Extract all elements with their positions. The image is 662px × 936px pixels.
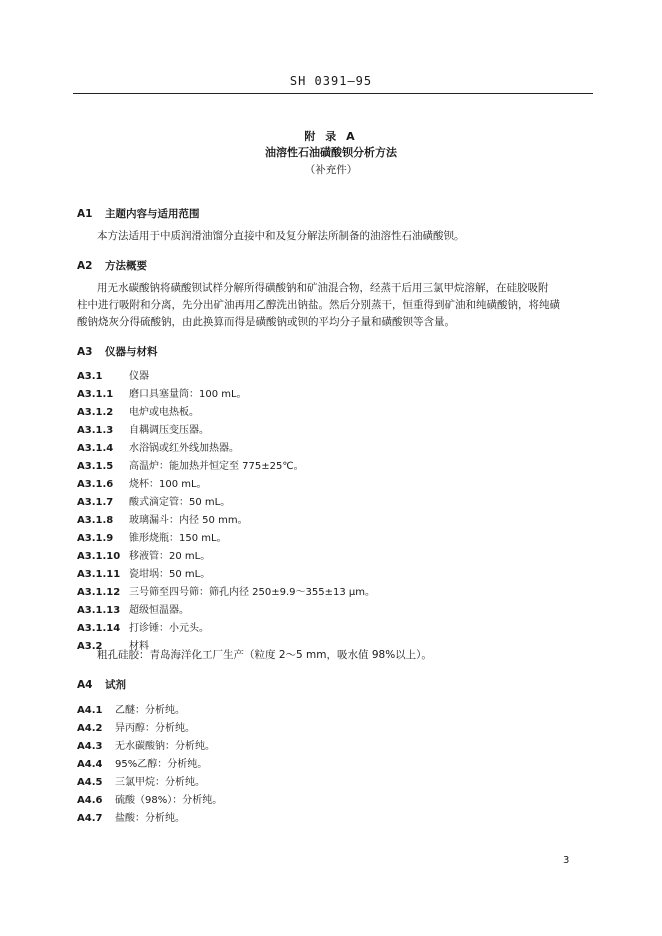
list-item: A3.1.10 移液管：20 mL。 [77, 551, 211, 562]
list-item: A3.1.1 磨口具塞量筒：100 mL。 [77, 389, 247, 400]
section-a1-title: 主题内容与适用范围 [105, 208, 200, 220]
list-item: A4.2 异丙醇：分析纯。 [77, 723, 195, 734]
list-item: A3.1 仪器 [77, 371, 149, 382]
list-item: A3.1.14 打诊锤：小元头。 [77, 623, 209, 634]
annex-note: （补充件） [304, 164, 358, 176]
section-a3-number: A3 [77, 346, 93, 358]
list-item: A3.1.6 烧杯：100 mL。 [77, 479, 207, 490]
section-a1-heading [77, 206, 200, 221]
section-a4-heading [77, 677, 126, 692]
section-a2-line: 酸钠烧灰分得硫酸钠，由此换算而得是磺酸钠或钡的平均分子量和磺酸钡等含量。 [77, 316, 455, 328]
annex-title: 附 录 A [304, 130, 358, 143]
material-description: 粗孔硅胶：青岛海洋化工厂生产（粒度 2～5 mm，吸水值 98%以上）。 [97, 649, 432, 661]
annex-name: 油溶性石油磺酸钡分析方法 [265, 146, 397, 159]
list-item: A4.6 硫酸（98%）：分析纯。 [77, 795, 223, 806]
section-a4-title: 试剂 [105, 679, 126, 691]
header-rule [73, 93, 593, 94]
list-item: A3.1.9 锥形烧瓶：150 mL。 [77, 533, 227, 544]
list-item: A4.5 三氯甲烷：分析纯。 [77, 777, 205, 788]
list-item: A3.1.8 玻璃漏斗：内径 50 mm。 [77, 515, 248, 526]
section-a3-heading [77, 344, 158, 359]
list-item: A3.1.2 电炉或电热板。 [77, 407, 199, 418]
list-item: A3.1.5 高温炉：能加热并恒定至 775±25℃。 [77, 461, 304, 472]
list-item: A3.1.13 超级恒温器。 [77, 605, 189, 616]
section-a1-number: A1 [77, 208, 93, 220]
list-item: A4.7 盐酸：分析纯。 [77, 813, 185, 824]
list-item: A3.2 材料 [77, 641, 149, 652]
section-a1-body: 本方法适用于中质润滑油馏分直接中和及复分解法所制备的油溶性石油磺酸钡。 [97, 230, 465, 242]
page-number: 3 [563, 855, 570, 866]
section-a2-line: 用无水碳酸钠将磺酸钡试样分解所得磺酸钠和矿油混合物，经蒸干后用三氯甲烷溶解，在硅胶吸附 [97, 282, 549, 294]
list-item: A3.1.12 三号筛至四号筛：筛孔内径 250±9.9～355±13 μm。 [77, 587, 376, 598]
section-a2-title: 方法概要 [105, 260, 147, 272]
section-a2-number: A2 [77, 260, 93, 272]
list-item: A3.1.3 自耦调压变压器。 [77, 425, 209, 436]
section-a2-line: 柱中进行吸附和分离，先分出矿油再用乙醇洗出钠盐。然后分别蒸干，恒重得到矿油和纯磺酸钠，将纯磺 [77, 299, 560, 311]
list-item: A3.1.4 水浴锅或红外线加热器。 [77, 443, 239, 454]
list-item: A4.3 无水碳酸钠：分析纯。 [77, 741, 215, 752]
section-a3-title: 仪器与材料 [105, 346, 158, 358]
list-item: A3.1.7 酸式滴定管：50 mL。 [77, 497, 231, 508]
standard-code: SH 0391—95 [289, 74, 373, 88]
section-a2-heading [77, 258, 147, 273]
list-item: A4.1 乙醚：分析纯。 [77, 705, 185, 716]
list-item: A4.4 95%乙醇：分析纯。 [77, 759, 208, 770]
list-item: A3.1.11 瓷坩埚：50 mL。 [77, 569, 211, 580]
section-a4-number: A4 [77, 679, 93, 691]
